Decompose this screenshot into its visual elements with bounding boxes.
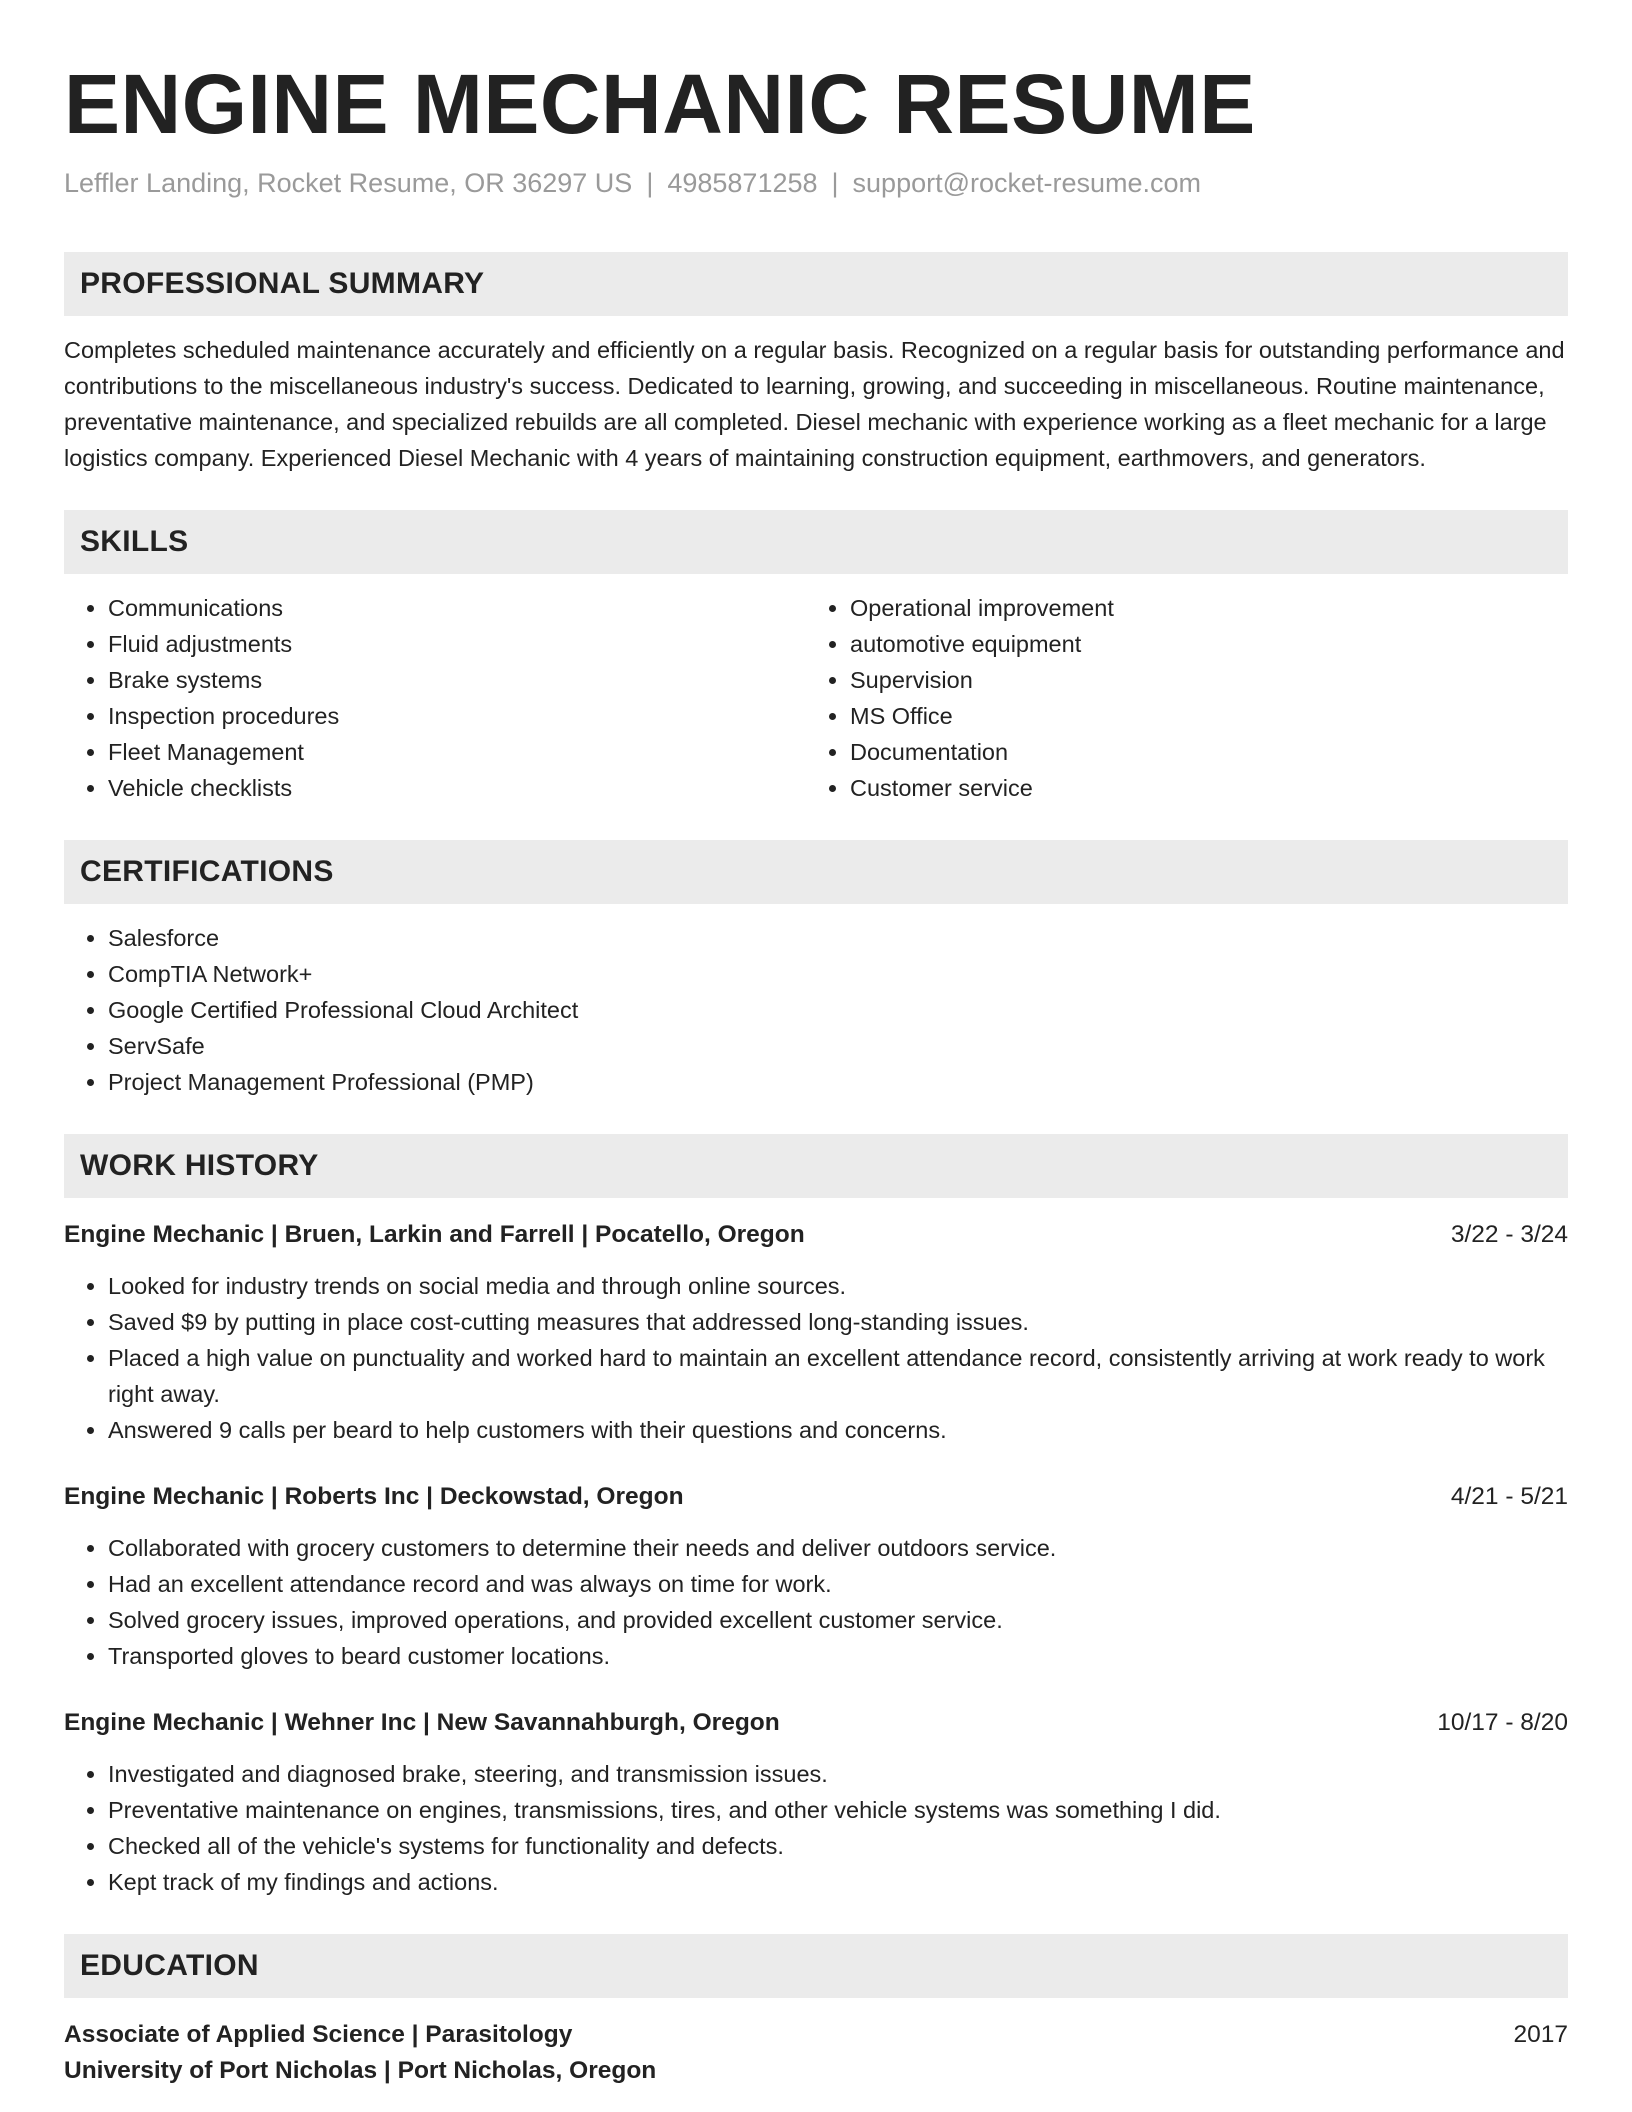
skill-item: • Inspection procedures [108,698,806,734]
work-section-header [64,1134,1568,1198]
resume-title: ENGINE MECHANIC RESUME [64,57,1256,151]
job-title: Engine Mechanic | Wehner Inc | New Savannahburgh, Oregon [64,1709,780,1736]
contact-email: support@rocket-resume.com [852,168,1202,198]
work-heading: WORK HISTORY [80,1149,319,1182]
skill-item: • Documentation [850,734,1548,770]
job-bullets [64,1268,1568,1448]
skill-item: • Supervision [850,662,1548,698]
skill-item: • Customer service [850,770,1548,806]
contact-separator: | [831,168,839,198]
summary-section-header [64,252,1568,316]
skill-item: • Vehicle checklists [108,770,806,806]
job-bullets [64,1530,1568,1674]
job-bullet: • Transported gloves to beard customer locations. [108,1638,1568,1674]
skills-heading: SKILLS [80,525,189,558]
certifications-list [64,920,1568,1100]
contact-phone: 4985871258 [667,168,818,198]
job-dates: 4/21 - 5/21 [1450,1483,1568,1510]
certification-item: • ServSafe [108,1028,1568,1064]
certifications-heading: CERTIFICATIONS [80,855,334,888]
skill-item: • Operational improvement [850,590,1548,626]
skills-list-right [806,590,1548,806]
skill-item: • Fluid adjustments [108,626,806,662]
certification-item: • CompTIA Network+ [108,956,1568,992]
skills-section-header [64,510,1568,574]
contact-line [64,166,1568,200]
job-bullet: • Placed a high value on punctuality and worked hard to maintain an excellent attendance record, consistently arriving at work ready to work right away. [108,1340,1568,1412]
contact-separator: | [646,168,654,198]
job-title: Engine Mechanic | Roberts Inc | Deckowstad, Oregon [64,1483,684,1510]
job-bullet: • Solved grocery issues, improved operations, and provided excellent customer service. [108,1602,1568,1638]
skills-columns [64,590,1568,806]
certifications-section-header [64,840,1568,904]
job-bullet: • Collaborated with grocery customers to determine their needs and deliver outdoors service. [108,1530,1568,1566]
job-dates: 10/17 - 8/20 [1437,1709,1568,1736]
contact-address: Leffler Landing, Rocket Resume, OR 36297 US [64,168,633,198]
job-bullet: • Checked all of the vehicle's systems for functionality and defects. [108,1828,1568,1864]
certification-item: • Google Certified Professional Cloud Architect [108,992,1568,1028]
certification-item: • Salesforce [108,920,1568,956]
job-bullets [64,1756,1568,1900]
job-bullet: • Saved $9 by putting in place cost-cutting measures that addressed long-standing issues. [108,1304,1568,1340]
job-bullet: • Looked for industry trends on social media and through online sources. [108,1268,1568,1304]
summary-heading: PROFESSIONAL SUMMARY [80,267,485,300]
education-header [64,2018,1568,2052]
job-header [64,1480,1568,1514]
job-bullet: • Answered 9 calls per beard to help customers with their questions and concerns. [108,1412,1568,1448]
certification-item: • Project Management Professional (PMP) [108,1064,1568,1100]
job-header [64,1218,1568,1252]
job-bullet: • Investigated and diagnosed brake, steering, and transmission issues. [108,1756,1568,1792]
job-header [64,1706,1568,1740]
skill-item: • automotive equipment [850,626,1548,662]
education-school: University of Port Nicholas | Port Nicholas, Oregon [64,2057,657,2084]
job-bullet: • Preventative maintenance on engines, transmissions, tires, and other vehicle systems was something I did. [108,1792,1568,1828]
education-degree: Associate of Applied Science | Parasitology [64,2021,573,2048]
skills-list-left [64,590,806,806]
skill-item: • Brake systems [108,662,806,698]
education-year: 2017 [1513,2021,1568,2048]
job-title: Engine Mechanic | Bruen, Larkin and Farrell | Pocatello, Oregon [64,1221,805,1248]
education-heading: EDUCATION [80,1949,259,1982]
skill-item: • MS Office [850,698,1548,734]
job-bullet: • Kept track of my findings and actions. [108,1864,1568,1900]
summary-text: Completes scheduled maintenance accurately and efficiently on a regular basis. Recognized on a regular basis for outstanding performance and contributions to the miscellaneous industry's success. Dedicated to learning, growing, and succeeding in miscellaneous. Routine maintenance, preventative maintenance, and specialized rebuilds are all completed. Diesel mechanic with experience working as a fleet mechanic for a large logistics company. Experienced Diesel Mechanic with 4 years of maintaining construction equipment, earthmovers, and generators. [64,337,1565,471]
job-dates: 3/22 - 3/24 [1450,1221,1568,1248]
resume-page [64,0,1568,2088]
job-bullet: • Had an excellent attendance record and was always on time for work. [108,1566,1568,1602]
education-section-header [64,1934,1568,1998]
skill-item: • Communications [108,590,806,626]
skill-item: • Fleet Management [108,734,806,770]
